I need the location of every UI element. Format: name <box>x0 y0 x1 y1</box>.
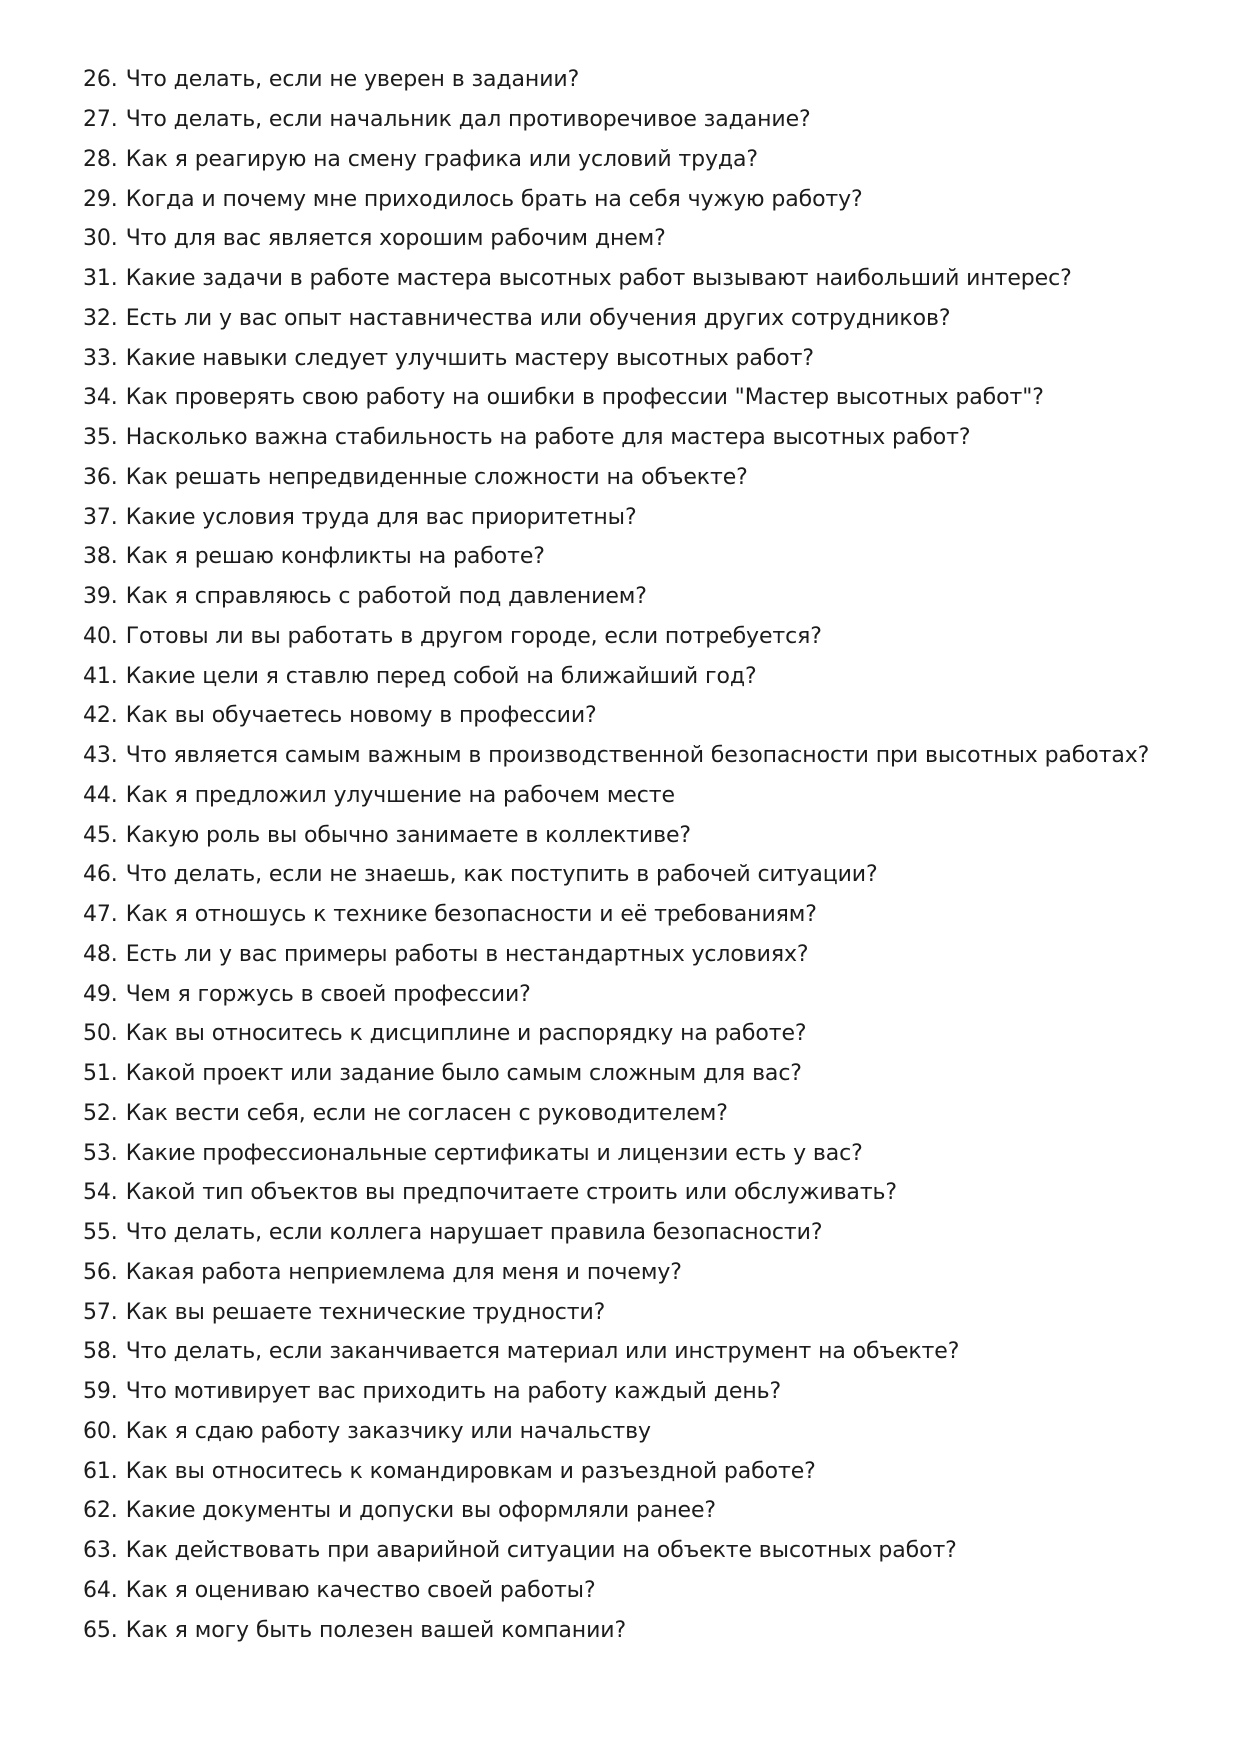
question-number: 28. <box>83 146 118 172</box>
question-item <box>83 1213 1203 1253</box>
question-number: 62. <box>83 1498 118 1524</box>
question-text: Какая работа неприемлема для меня и почему? <box>125 1259 682 1285</box>
question-text: Что делать, если начальник дал противоречивое задание? <box>125 107 811 133</box>
question-item <box>83 1014 1203 1054</box>
question-item <box>83 1372 1203 1412</box>
question-item <box>83 815 1203 855</box>
question-number: 38. <box>83 544 118 570</box>
question-number: 65. <box>83 1617 118 1643</box>
question-text: Какую роль вы обычно занимаете в коллективе? <box>125 822 691 848</box>
question-item <box>83 259 1203 299</box>
question-number: 47. <box>83 902 118 928</box>
question-item <box>83 378 1203 418</box>
question-item <box>83 696 1203 736</box>
question-text: Что для вас является хорошим рабочим днем? <box>125 226 666 252</box>
question-item <box>83 219 1203 259</box>
question-item <box>83 974 1203 1014</box>
question-item <box>83 537 1203 577</box>
question-text: Что мотивирует вас приходить на работу каждый день? <box>125 1379 782 1405</box>
question-item <box>83 179 1203 219</box>
question-item <box>83 60 1203 100</box>
question-number: 44. <box>83 782 118 808</box>
question-number: 49. <box>83 981 118 1007</box>
question-number: 34. <box>83 385 118 411</box>
question-text: Как я оцениваю качество своей работы? <box>125 1577 596 1603</box>
question-item <box>83 1094 1203 1134</box>
question-number: 32. <box>83 305 118 331</box>
question-item <box>83 617 1203 657</box>
question-text: Какие цели я ставлю перед собой на ближайший год? <box>125 663 757 689</box>
question-item <box>83 1451 1203 1491</box>
question-text: Какие задачи в работе мастера высотных работ вызывают наибольший интерес? <box>125 266 1072 292</box>
question-number: 33. <box>83 345 118 371</box>
question-number: 57. <box>83 1299 118 1325</box>
question-text: Как я справляюсь с работой под давлением? <box>125 584 647 610</box>
question-item <box>83 299 1203 339</box>
question-item <box>83 776 1203 816</box>
question-number: 31. <box>83 266 118 292</box>
question-number: 35. <box>83 425 118 451</box>
question-number: 30. <box>83 226 118 252</box>
question-text: Что является самым важным в производственной безопасности при высотных работах? <box>125 743 1150 769</box>
question-item <box>83 1412 1203 1452</box>
question-text: Что делать, если заканчивается материал или инструмент на объекте? <box>125 1339 960 1365</box>
question-text: Какие профессиональные сертификаты и лицензии есть у вас? <box>125 1140 863 1166</box>
question-item <box>83 1571 1203 1611</box>
question-text: Какие документы и допуски вы оформляли ранее? <box>125 1498 716 1524</box>
question-text: Как проверять свою работу на ошибки в профессии "Мастер высотных работ"? <box>125 385 1044 411</box>
question-item <box>83 1332 1203 1372</box>
question-number: 29. <box>83 186 118 212</box>
question-item <box>83 1531 1203 1571</box>
question-text: Как я могу быть полезен вашей компании? <box>125 1617 627 1643</box>
question-item <box>83 1491 1203 1531</box>
question-text: Какой тип объектов вы предпочитаете строить или обслуживать? <box>125 1180 897 1206</box>
question-number: 53. <box>83 1140 118 1166</box>
question-number: 63. <box>83 1538 118 1564</box>
question-text: Как вы относитесь к дисциплине и распорядку на работе? <box>125 1021 807 1047</box>
question-item <box>83 1253 1203 1293</box>
question-text: Какой проект или задание было самым сложным для вас? <box>125 1061 802 1087</box>
question-item <box>83 418 1203 458</box>
question-text: Какие навыки следует улучшить мастеру высотных работ? <box>125 345 814 371</box>
question-item <box>83 497 1203 537</box>
question-text: Готовы ли вы работать в другом городе, если потребуется? <box>125 623 822 649</box>
question-text: Как вести себя, если не согласен с руководителем? <box>125 1100 728 1126</box>
question-text: Насколько важна стабильность на работе для мастера высотных работ? <box>125 425 971 451</box>
question-number: 50. <box>83 1021 118 1047</box>
question-number: 56. <box>83 1259 118 1285</box>
question-item <box>83 1610 1203 1650</box>
question-text: Как я предложил улучшение на рабочем месте <box>125 782 675 808</box>
question-number: 54. <box>83 1180 118 1206</box>
question-text: Как я реагирую на смену графика или условий труда? <box>125 146 759 172</box>
question-item <box>83 458 1203 498</box>
question-item <box>83 935 1203 975</box>
question-item <box>83 338 1203 378</box>
question-text: Что делать, если коллега нарушает правила безопасности? <box>125 1220 823 1246</box>
question-number: 52. <box>83 1100 118 1126</box>
question-text: Что делать, если не уверен в задании? <box>125 67 580 93</box>
question-number: 51. <box>83 1061 118 1087</box>
question-item <box>83 855 1203 895</box>
question-text: Когда и почему мне приходилось брать на себя чужую работу? <box>125 186 863 212</box>
question-number: 37. <box>83 504 118 530</box>
question-list <box>83 60 1203 1650</box>
question-item <box>83 656 1203 696</box>
question-number: 43. <box>83 743 118 769</box>
question-text: Как решать непредвиденные сложности на объекте? <box>125 464 748 490</box>
question-text: Как действовать при аварийной ситуации на объекте высотных работ? <box>125 1538 957 1564</box>
question-number: 45. <box>83 822 118 848</box>
question-text: Чем я горжусь в своей профессии? <box>125 981 531 1007</box>
question-text: Как я сдаю работу заказчику или начальству <box>125 1418 651 1444</box>
question-text: Какие условия труда для вас приоритетны? <box>125 504 637 530</box>
question-number: 27. <box>83 107 118 133</box>
question-number: 42. <box>83 703 118 729</box>
question-text: Как вы решаете технические трудности? <box>125 1299 606 1325</box>
question-item <box>83 1292 1203 1332</box>
question-text: Есть ли у вас примеры работы в нестандартных условиях? <box>125 941 809 967</box>
question-number: 40. <box>83 623 118 649</box>
question-number: 48. <box>83 941 118 967</box>
question-item <box>83 1054 1203 1094</box>
question-text: Есть ли у вас опыт наставничества или обучения других сотрудников? <box>125 305 951 331</box>
question-number: 46. <box>83 862 118 888</box>
question-text: Что делать, если не знаешь, как поступить в рабочей ситуации? <box>125 862 878 888</box>
question-text: Как я отношусь к технике безопасности и её требованиям? <box>125 902 817 928</box>
question-item <box>83 895 1203 935</box>
question-item <box>83 577 1203 617</box>
question-item <box>83 1173 1203 1213</box>
question-number: 41. <box>83 663 118 689</box>
question-item <box>83 100 1203 140</box>
question-number: 58. <box>83 1339 118 1365</box>
question-number: 61. <box>83 1458 118 1484</box>
question-item <box>83 140 1203 180</box>
question-text: Как я решаю конфликты на работе? <box>125 544 545 570</box>
question-number: 36. <box>83 464 118 490</box>
question-item <box>83 736 1203 776</box>
question-item <box>83 1133 1203 1173</box>
question-number: 55. <box>83 1220 118 1246</box>
question-number: 64. <box>83 1577 118 1603</box>
question-text: Как вы обучаетесь новому в профессии? <box>125 703 597 729</box>
question-text: Как вы относитесь к командировкам и разъездной работе? <box>125 1458 816 1484</box>
question-number: 59. <box>83 1379 118 1405</box>
question-number: 26. <box>83 67 118 93</box>
question-number: 60. <box>83 1418 118 1444</box>
question-number: 39. <box>83 584 118 610</box>
